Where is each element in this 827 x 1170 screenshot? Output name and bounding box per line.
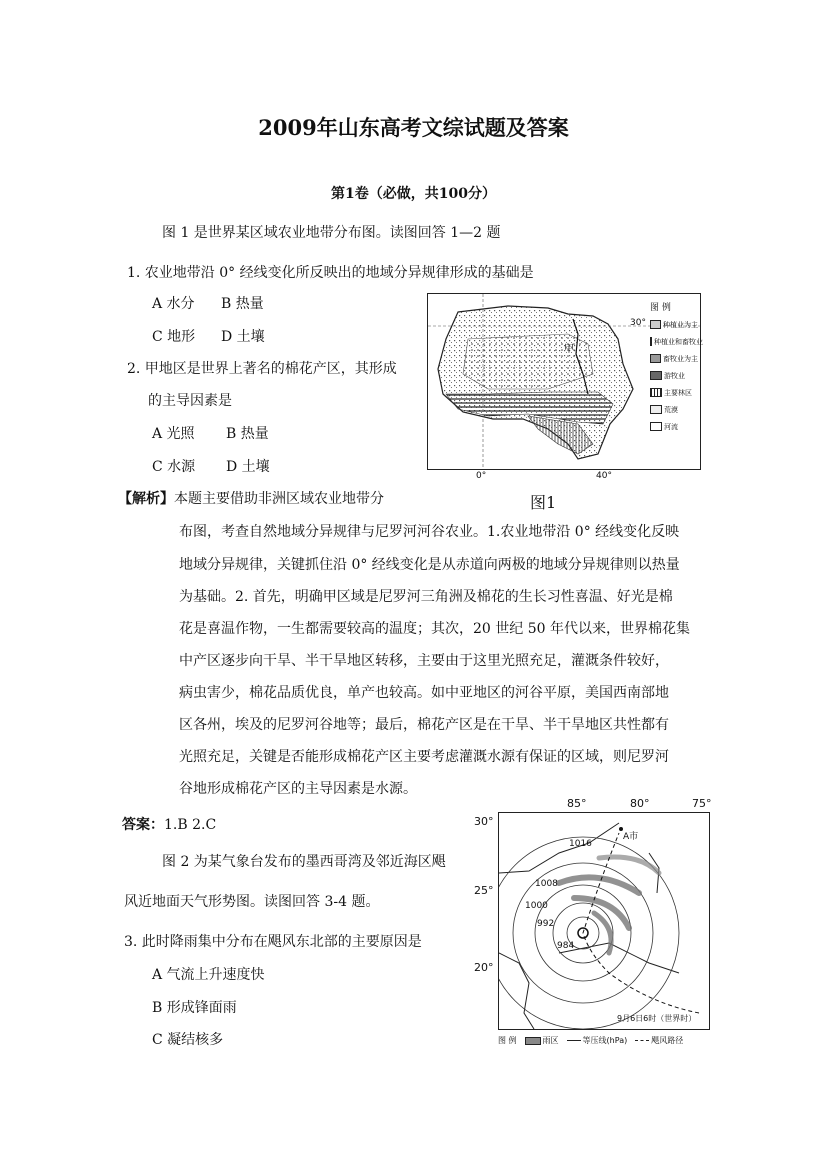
fig2-legend (498, 1035, 683, 1046)
legend-label: 等压线(hPa) (582, 1036, 628, 1045)
fig2-lat-30: 30° (474, 815, 494, 828)
fig2-lon-85: 85° (567, 797, 587, 810)
figure-1-map (427, 293, 701, 470)
q1-option-c: C 地形 (152, 329, 196, 345)
legend-item (635, 1035, 683, 1046)
q2-option-d: D 土壤 (226, 459, 270, 475)
figure-1-caption: 图1 (530, 493, 557, 512)
legend-label: 畜牧业为主 (663, 354, 698, 363)
intro-2-line2: 风近地面天气形势图。读图回答 3-4 题。 (124, 894, 380, 910)
isobar-label-1008: 1008 (535, 879, 558, 889)
rain-area-icon (525, 1037, 541, 1045)
legend-label: 雨区 (542, 1036, 559, 1045)
isobar-icon (567, 1040, 581, 1041)
legend-item (650, 401, 698, 418)
legend-item (650, 367, 698, 384)
legend-label: 飓风路径 (651, 1036, 684, 1045)
q1-option-b: B 热量 (221, 296, 264, 312)
question-1-stem: 1. 农业地带沿 0° 经线变化所反映出的地域分异规律形成的基础是 (127, 265, 534, 281)
q2-option-c: C 水源 (152, 459, 196, 475)
fig1-jia-label: 甲 (564, 344, 574, 355)
analysis-line: 区各州，埃及的尼罗河谷地等；最后，棉花产区是在干旱、半干旱地区共性都有 (179, 717, 669, 733)
q3-option-c: C 凝结核多 (152, 1032, 224, 1048)
hurricane-map-graphic (499, 813, 709, 1029)
question-3-stem: 3. 此时降雨集中分布在飓风东北部的主要原因是 (124, 934, 422, 950)
fig1-lon-40: 40° (596, 471, 612, 481)
legend-item (650, 418, 698, 435)
section-heading: 第1卷（必做，共100分） (331, 186, 496, 202)
intro-2-line1: 图 2 为某气象台发布的墨西哥湾及邻近海区飓 (162, 854, 446, 870)
analysis-line: 为基础。2. 首先，明确甲区域是尼罗河三角洲及棉花的生长习性喜温、好光是棉 (179, 589, 673, 605)
analysis-line: 光照充足，关键是否能形成棉花产区主要考虑灌溉水源有保证的区域，则尼罗河 (179, 749, 669, 765)
legend-item (525, 1035, 559, 1046)
analysis-line: 病虫害少，棉花品质优良，单产也较高。如中亚地区的河谷平原，美国西南部地 (179, 685, 669, 701)
answer-value: 1.B 2.C (164, 817, 217, 833)
legend-item (650, 333, 703, 350)
q1-option-a: A 水分 (152, 296, 195, 312)
river-icon (650, 422, 662, 431)
fig2-legend-title: 图 例 (498, 1036, 517, 1045)
analysis-line: 花是喜温作物，一生都需要较高的温度；其次，20 世纪 50 年代以来，世界棉花集 (179, 621, 690, 637)
page-title: 2009年山东高考文综试题及答案 (258, 115, 569, 140)
timestamp-label: 9月6日6时（世界时） (617, 1014, 697, 1023)
legend-item (650, 350, 698, 367)
legend-item (567, 1035, 628, 1046)
q2-option-a: A 光照 (152, 426, 195, 442)
answer-label: 答案： (122, 817, 164, 833)
fig2-lat-20: 20° (474, 961, 494, 974)
figure-2-map (498, 812, 710, 1030)
analysis-line: 本题主要借助非洲区域农业地带分 (174, 491, 384, 507)
legend-swatch (650, 388, 662, 397)
analysis-first-line (118, 488, 384, 508)
isobar-label-1000: 1000 (525, 901, 548, 911)
legend-swatch (650, 354, 661, 363)
legend-label: 游牧业 (664, 371, 685, 380)
legend-swatch (650, 337, 652, 346)
q3-option-b: B 形成锋面雨 (152, 1000, 237, 1016)
question-2-stem: 2. 甲地区是世界上著名的棉花产区，其形成 (127, 361, 397, 377)
legend-label: 荒漠 (664, 405, 678, 414)
legend-label: 河流 (664, 422, 678, 431)
legend-swatch (650, 320, 661, 329)
city-a-label: A市 (623, 832, 639, 842)
legend-item (650, 316, 698, 333)
fig2-lon-80: 80° (630, 797, 650, 810)
analysis-line: 中产区逐步向干旱、半干旱地区转移，主要由于这里光照充足，灌溉条件较好， (179, 653, 669, 669)
isobar-label-992: 992 (537, 919, 555, 929)
analysis-label: 【解析】 (118, 491, 174, 507)
legend-swatch (650, 405, 662, 414)
fig1-lon-0: 0° (476, 471, 487, 481)
question-2-stem-cont: 的主导因素是 (148, 393, 232, 409)
isobar-label-984: 984 (557, 941, 575, 951)
fig1-lat-30: 30° (630, 318, 646, 328)
legend-item (650, 384, 698, 401)
analysis-line: 布图，考查自然地域分异规律与尼罗河河谷农业。1.农业地带沿 0° 经线变化反映 (179, 524, 680, 540)
analysis-line: 谷地形成棉花产区的主导因素是水源。 (179, 781, 417, 797)
fig1-legend (650, 316, 703, 435)
legend-label: 主要林区 (664, 388, 692, 397)
q3-option-a: A 气流上升速度快 (152, 967, 265, 983)
intro-text: 图 1 是世界某区域农业地带分布图。读图回答 1—2 题 (162, 225, 501, 241)
fig2-lon-75: 75° (692, 797, 712, 810)
fig2-lat-25: 25° (474, 884, 494, 897)
analysis-line: 地域分异规律，关键抓住沿 0° 经线变化是从赤道向两极的地域分异规律则以热量 (179, 557, 680, 573)
fig1-legend-title: 图 例 (650, 303, 671, 313)
q1-option-d: D 土壤 (221, 329, 265, 345)
answer-line (122, 814, 216, 834)
legend-label: 种植业为主 (663, 320, 698, 329)
legend-label: 种植业和畜牧业 (654, 337, 703, 346)
q2-option-b: B 热量 (226, 426, 269, 442)
legend-swatch (650, 371, 662, 380)
isobar-label-1016: 1016 (569, 839, 592, 849)
track-icon (635, 1040, 649, 1041)
